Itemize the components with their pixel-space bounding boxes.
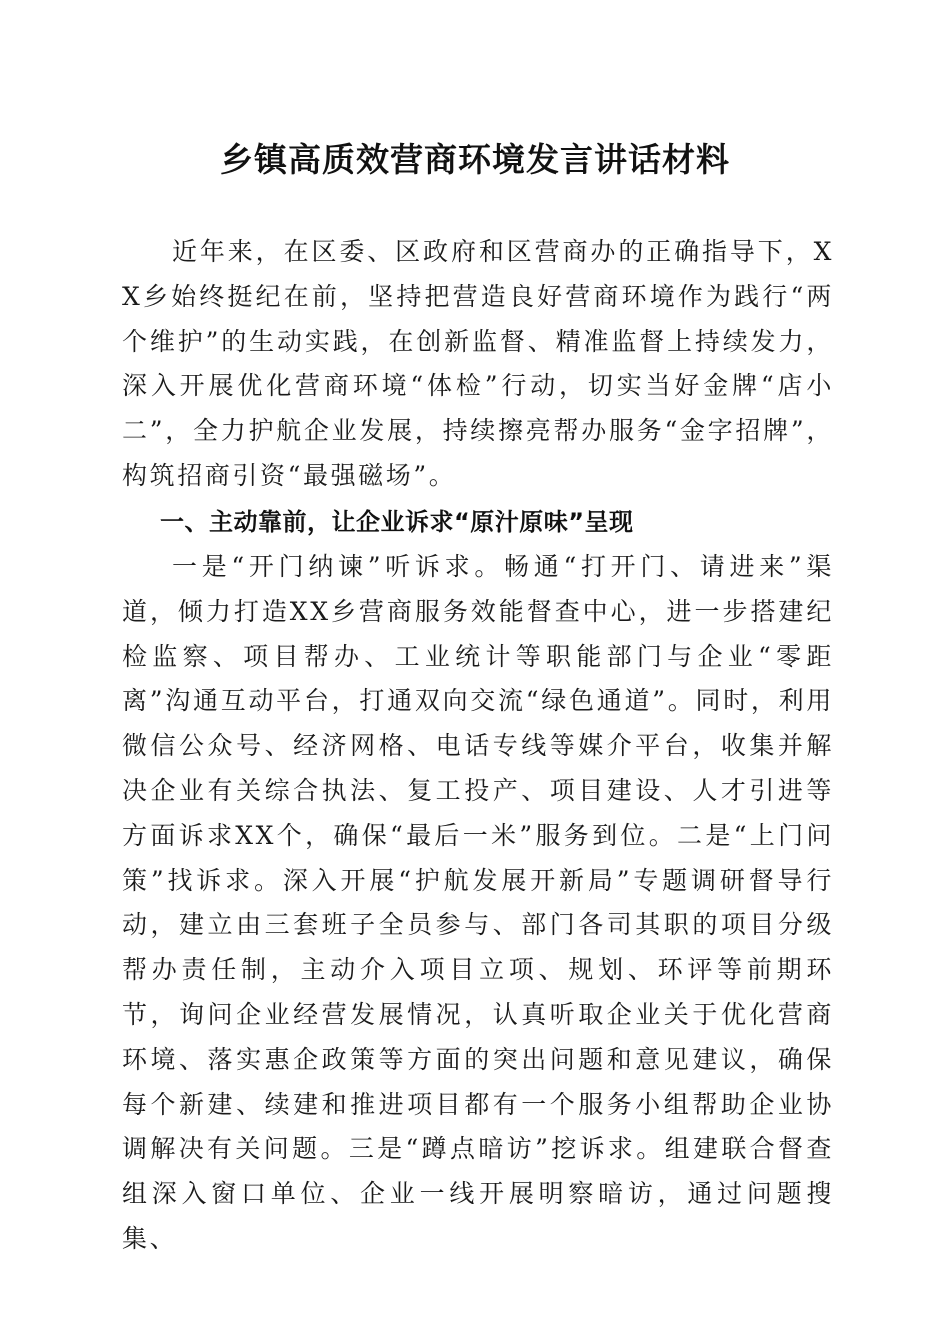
intro-paragraph: 近年来，在区委、区政府和区营商办的正确指导下，XX乡始终挺纪在前，坚持把营造良好营商环境作为践行“两个维护”的生动实践，在创新监督、精准监督上持续发力，深入开展优化营商环境“体检”行动，切实当好金牌“店小二”，全力护航企业发展，持续擦亮帮办服务“金字招牌”，构筑招商引资“最强磁场”。 [122, 237, 834, 490]
section-paragraph: 一是“开门纳谏”听诉求。畅通“打开门、请进来”渠道，倾力打造XX乡营商服务效能督查中心，进一步搭建纪检监察、项目帮办、工业统计等职能部门与企业“零距离”沟通互动平台，打通双向交流“绿色通道”。同时，利用微信公众号、经济网格、电话专线等媒介平台，收集并解决企业有关综合执法、复工投产、项目建设、人才引进等方面诉求XX个，确保“最后一米”服务到位。二是“上门问策”找诉求。深入开展“护航发展开新局”专题调研督导行动，建立由三套班子全员参与、部门各司其职的项目分级帮办责任制，主动介入项目立项、规划、环评等前期环节，询问企业经营发展情况，认真听取企业关于优化营商环境、落实惠企政策等方面的突出问题和意见建议，确保每个新建、续建和推进项目都有一个服务小组帮助企业协调解决有关问题。三是“蹲点暗访”挖诉求。组建联合督查组深入窗口单位、企业一线开展明察暗访，通过问题搜集、 [122, 552, 834, 1253]
section-heading: 一、主动靠前，让企业诉求“原汁原味”呈现 [160, 508, 634, 536]
document-title: 乡镇高质效营商环境发言讲话材料 [220, 140, 730, 179]
